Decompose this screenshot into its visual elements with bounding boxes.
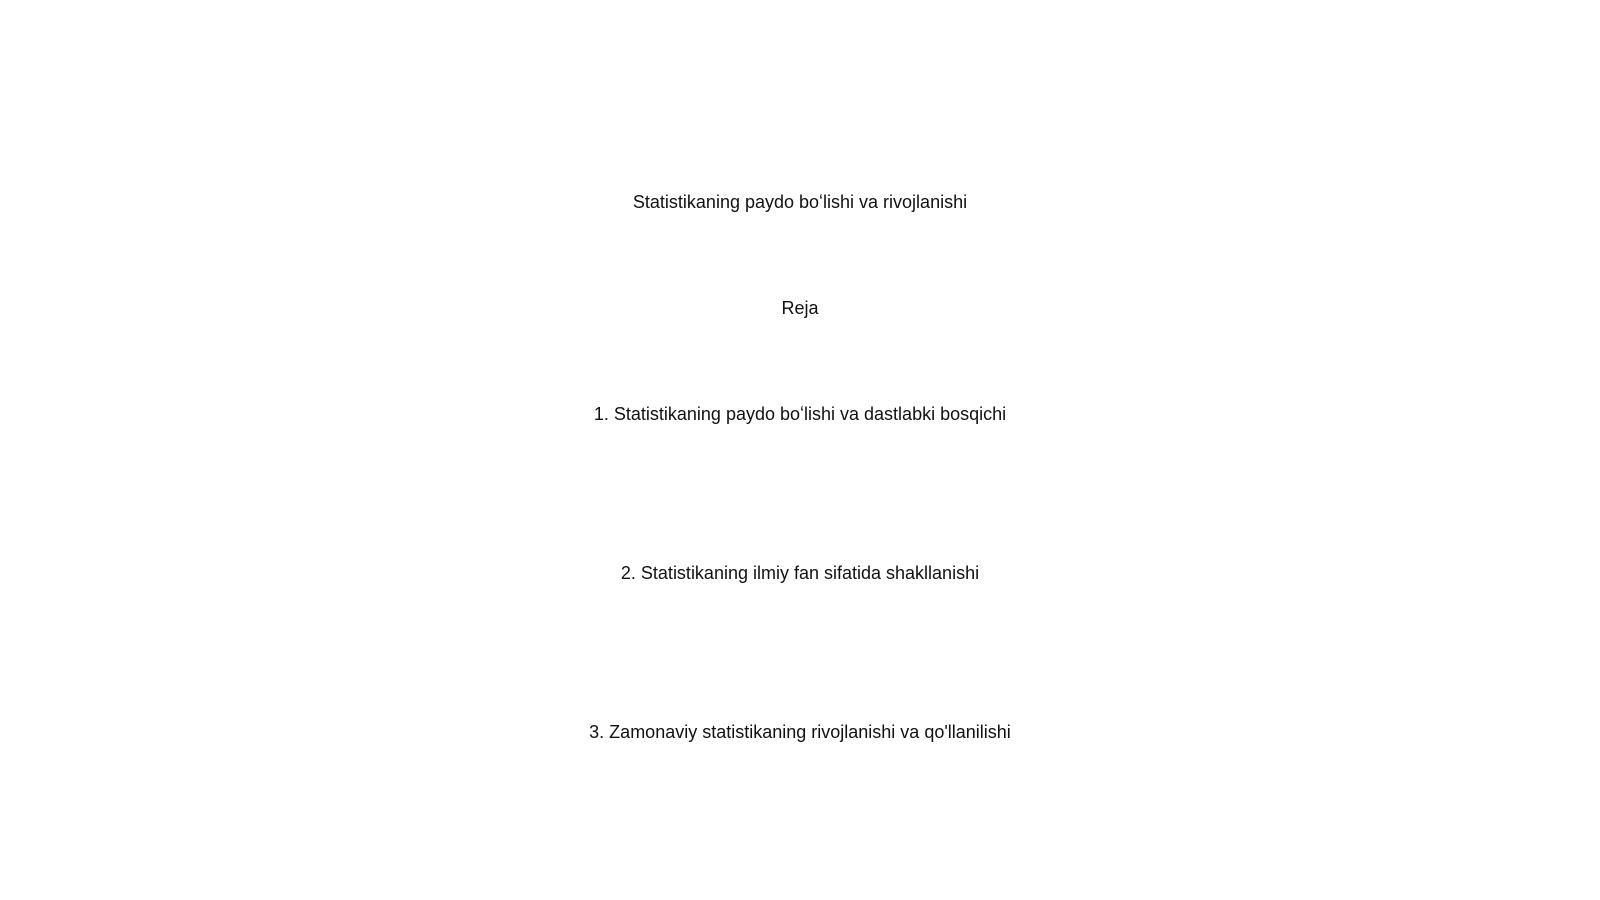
plan-heading: Reja	[781, 298, 819, 318]
plan-item-1: 1. Statistikaning paydo boʻlishi va dastlabki bosqichi	[593, 404, 1007, 424]
plan-item-2: 2. Statistikaning ilmiy fan sifatida shakllanishi	[620, 563, 980, 583]
plan-item-3: 3. Zamonaviy statistikaning rivojlanishi va qo'llanilishi	[589, 722, 1011, 742]
document-title: Statistikaning paydo boʻlishi va rivojlanishi	[632, 192, 968, 212]
